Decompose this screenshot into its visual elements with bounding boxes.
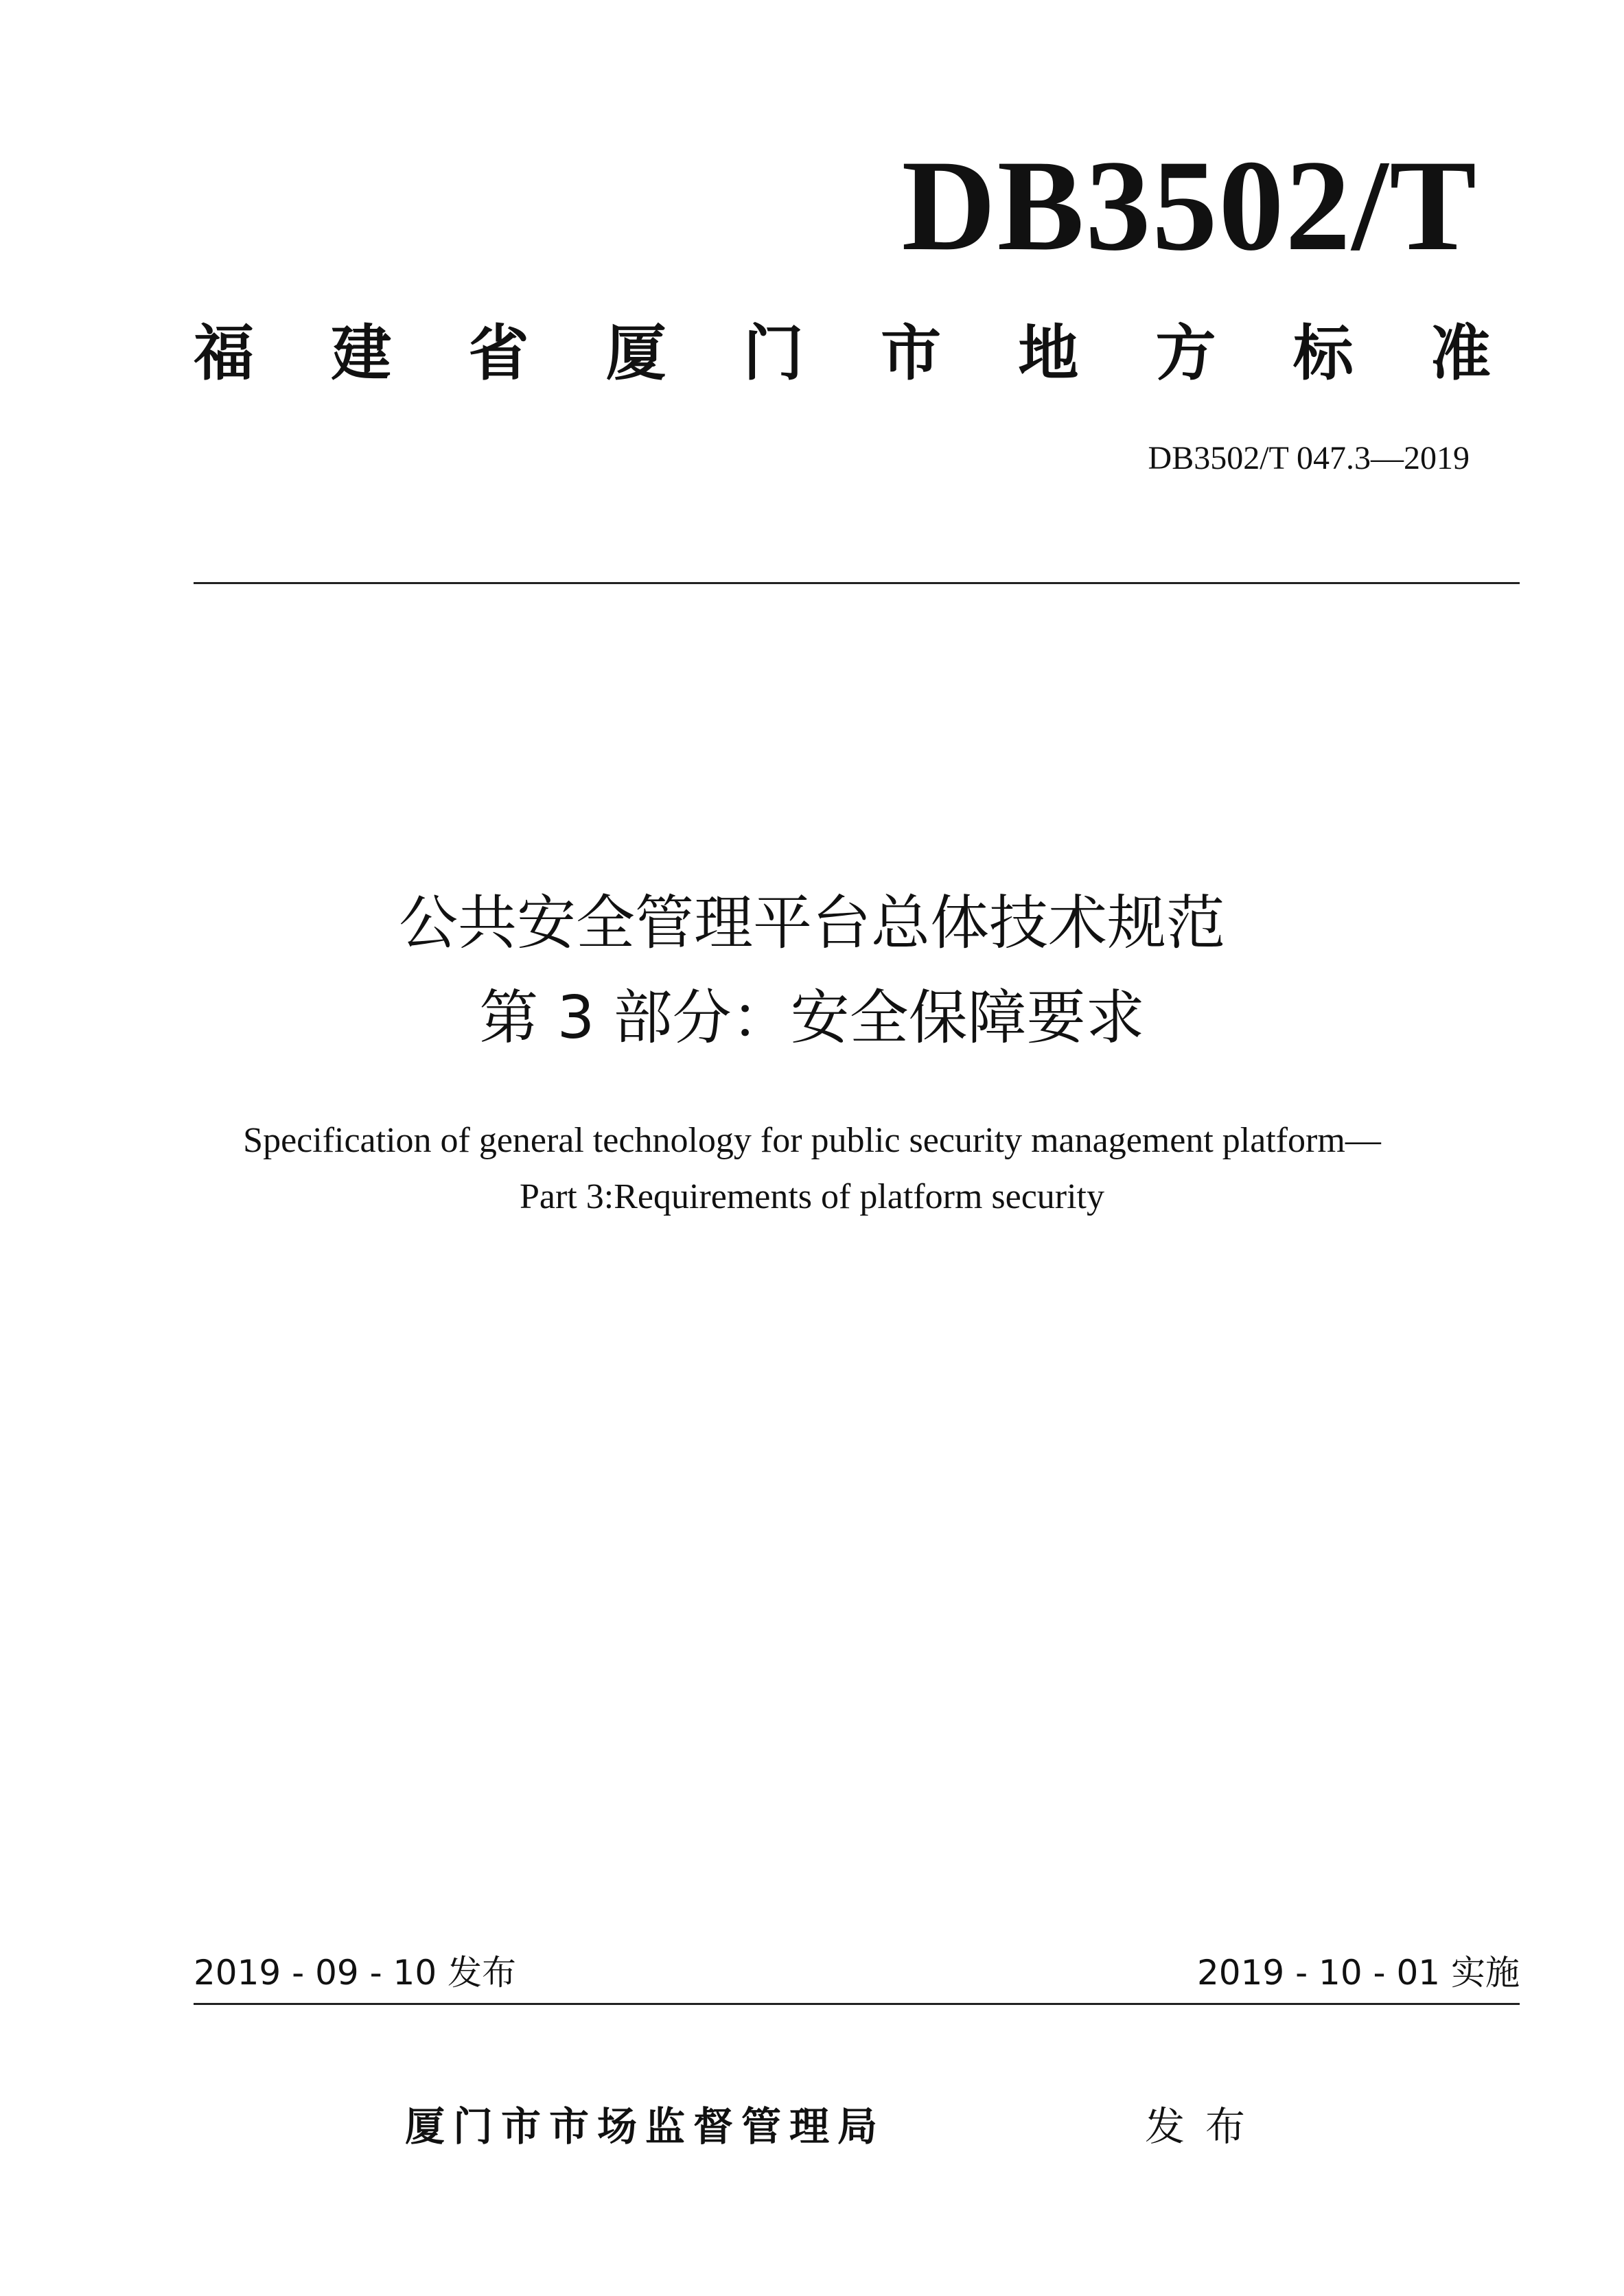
standard-category	[194, 319, 1491, 388]
category-char: 厦	[605, 318, 666, 389]
category-char: 福	[194, 318, 255, 389]
category-char: 标	[1292, 318, 1354, 389]
category-char: 地	[1018, 318, 1079, 389]
standard-number: DB3502/T 047.3—2019	[1148, 440, 1470, 476]
top-divider	[194, 582, 1520, 584]
category-char: 门	[743, 318, 804, 389]
title-en-line2: Part 3:Requirements of platform security	[519, 1177, 1104, 1216]
category-char: 准	[1430, 318, 1491, 389]
issue-action: 发布	[1145, 2103, 1266, 2150]
category-char: 省	[468, 318, 529, 389]
category-char: 建	[331, 318, 392, 389]
issue-date: 2019 - 09 - 10 发布	[194, 1953, 517, 1993]
category-char: 市	[881, 318, 942, 389]
title-cn-line2: 第 3 部分：安全保障要求	[479, 984, 1145, 1052]
title-en-line1: Specification of general technology for public security management platform—	[243, 1121, 1381, 1160]
bottom-divider	[194, 2003, 1520, 2005]
implementation-date: 2019 - 10 - 01 实施	[1196, 1953, 1520, 1993]
standard-code: DB3502/T	[901, 134, 1478, 278]
issuing-authority: 厦门市市场监督管理局	[405, 2103, 886, 2150]
title-cn-line1: 公共安全管理平台总体技术规范	[399, 889, 1225, 958]
category-char: 方	[1155, 318, 1216, 389]
